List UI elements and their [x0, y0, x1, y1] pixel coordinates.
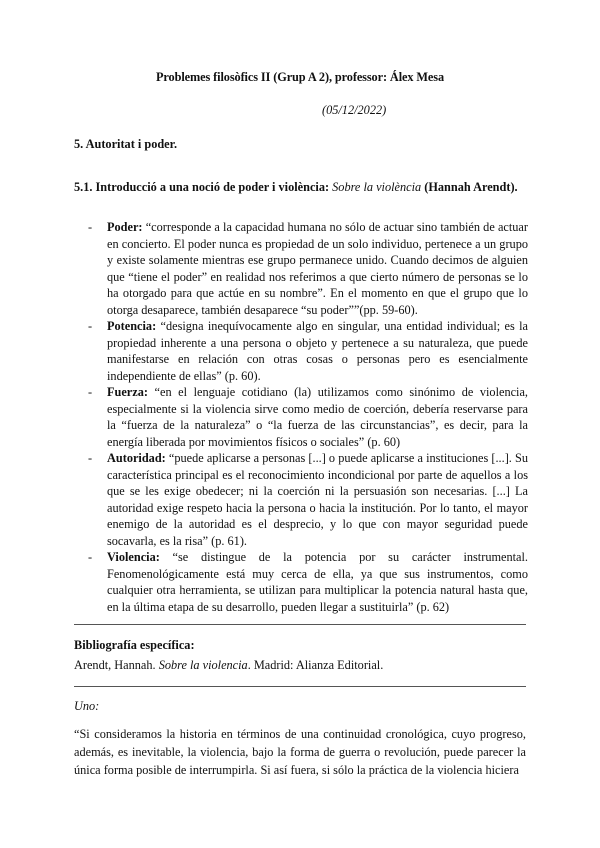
definition-item-potencia	[88, 318, 528, 384]
bibliography-entry	[74, 658, 383, 673]
bibliography-heading: Bibliografía específica:	[74, 638, 195, 652]
definition-item-violencia	[88, 549, 528, 615]
subsection-heading-suffix: (Hannah Arendt).	[421, 180, 518, 194]
list-dash: -	[88, 451, 93, 465]
bibliography-book-title: Sobre la violencia	[158, 658, 248, 672]
document-date: (05/12/2022)	[322, 103, 387, 117]
excerpt-label: Uno:	[74, 699, 100, 713]
definition-term: Fuerza:	[107, 385, 148, 399]
definition-text: “se distingue de la potencia por su carácter instrumental. Fenomenológicamente está muy cerca de ella, ya que sus instrumentos, como cualquier otra herramienta, se utilizan para multiplicar la potencia natural hasta que, en la última etapa de su desarrollo, pueden llegar a sustituirla” (p. 62)	[107, 550, 528, 614]
list-dash: -	[88, 220, 93, 234]
definition-term: Violencia:	[107, 550, 160, 564]
subsection-heading-prefix: 5.1. Introducció a una noció de poder i violència:	[74, 180, 333, 194]
definition-text: “designa inequívocamente algo en singular, una entidad individual; es la propiedad inherente a una persona o objeto y pertenece a su naturaleza, que puede manifestarse en relación con otras cosas o personas pero es esencialmente independiente de ellas” (p. 60).	[107, 319, 528, 383]
definition-text: “puede aplicarse a personas [...] o puede aplicarse a instituciones [...]. Su característica principal es el reconocimiento incondicional por parte de aquellos a los que se les exige obedecer; ni la coerción ni la persuasión son necesarias. [...] La autoridad exige respeto hacia la persona o hacia la institución. Por lo tanto, el mayor enemigo de la autoridad es el desprecio, y lo que con mayor seguridad puede socavarla, es la risa” (p. 61).	[107, 451, 528, 548]
definition-item-poder	[88, 219, 528, 318]
list-dash: -	[88, 550, 93, 564]
subsection-heading-book-title: Sobre la violència	[332, 180, 422, 194]
definition-item-autoridad	[88, 450, 528, 549]
section-heading: 5. Autoritat i poder.	[74, 137, 178, 151]
excerpt-quote: “Si consideramos la historia en términos de una continuidad cronológica, cuyo progreso, además, es inevitable, la violencia, bajo la forma de guerra o revolución, puede parecer la única forma posible de interrumpirla. Si así fuera, si sólo la práctica de la violencia hiciera	[74, 727, 526, 777]
document-title: Problemes filosòfics II (Grup A 2), professor: Álex Mesa	[155, 70, 444, 84]
definition-text: “corresponde a la capacidad humana no sólo de actuar sino también de actuar en concierto. El poder nunca es propiedad de un solo individuo, pertenece a un grupo y existe solamente mientras ese grupo permanece unido. Cuando decimos de alguien que “tiene el poder” en realidad nos referimos a que cierto número de personas se lo ha otorgado para que actúe en su nombre”. En el momento en que el grupo que lo otorga desaparece, también desaparece “su poder””(pp. 59-60).	[107, 220, 528, 317]
definition-term: Potencia:	[107, 319, 157, 333]
definition-term: Autoridad:	[107, 451, 166, 465]
list-dash: -	[88, 319, 93, 333]
list-dash: -	[88, 385, 93, 399]
bibliography-author: Arendt, Hannah.	[74, 658, 159, 672]
definition-term: Poder:	[107, 220, 143, 234]
divider-line	[74, 686, 526, 687]
subsection-heading	[74, 180, 518, 195]
divider-line	[74, 624, 526, 625]
definition-text: “en el lenguaje cotidiano (la) utilizamos como sinónimo de violencia, especialmente si la violencia sirve como medio de coerción, debería reservarse para la “fuerza de la naturaleza” o “la fuerza de las circunstancias”, es decir, para la energía liberada por movimientos físicos o sociales” (p. 60)	[107, 385, 528, 449]
definition-item-fuerza	[88, 384, 528, 450]
definitions-list	[88, 219, 528, 615]
bibliography-publisher: . Madrid: Alianza Editorial.	[247, 658, 384, 672]
